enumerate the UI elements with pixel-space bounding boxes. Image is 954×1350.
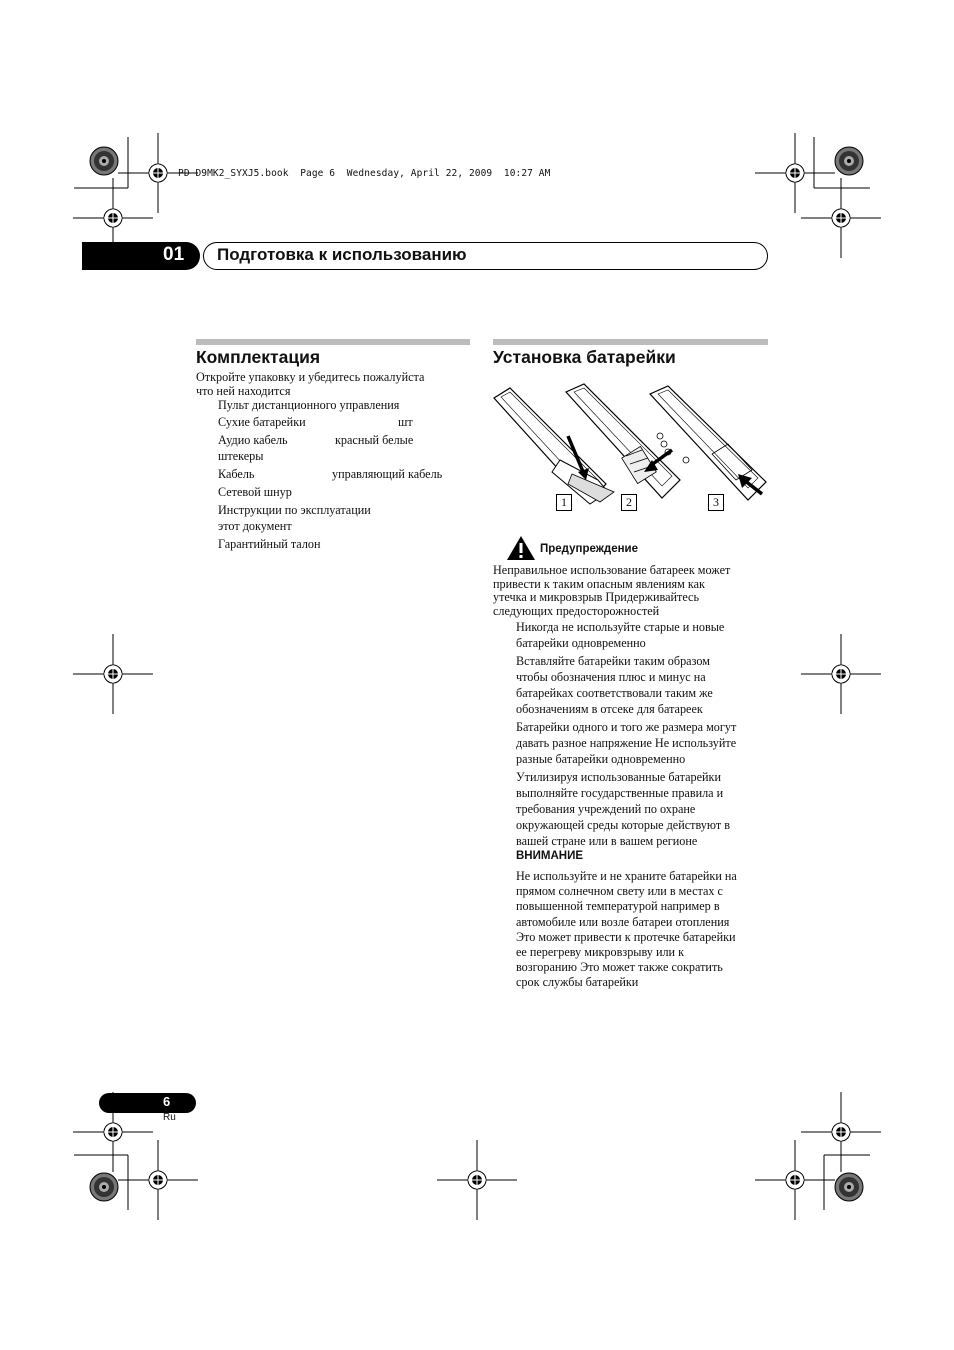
contents-intro	[196, 371, 424, 398]
item-line: вашей стране или в вашем регионе	[516, 834, 698, 848]
item-text: Кабель	[218, 467, 255, 481]
caution-line: возгоранию Это может также сократить	[516, 960, 723, 975]
caution-line: прямом солнечном свету или в местах с	[516, 884, 723, 899]
warning-intro-line: следующих предосторожностей	[493, 603, 660, 618]
item-text: этот документ	[218, 519, 292, 533]
list-item	[218, 466, 468, 484]
list-item	[218, 414, 468, 432]
item-text: Сетевой шнур	[218, 485, 292, 499]
item-text: Инструкции по эксплуатации	[218, 503, 371, 517]
list-item	[218, 502, 468, 518]
list-item	[218, 397, 468, 414]
book-header: PD-D9MK2_SYXJ5.book Page 6 Wednesday, April 22, 2009 10:27 AM	[178, 168, 551, 179]
item-text: Гарантийный талон	[218, 537, 321, 551]
caution-title: ВНИМАНИЕ	[516, 850, 584, 862]
warning-title: Предупреждение	[540, 543, 638, 555]
warning-icon	[506, 535, 536, 561]
contents-section-bar	[196, 339, 470, 345]
battery-section-bar	[493, 339, 768, 345]
battery-title: Установка батарейки	[493, 347, 676, 367]
list-item	[218, 448, 468, 466]
caution-line: автомобиле или возле батареи отопления	[516, 914, 730, 929]
item-text: Пульт дистанционного управления	[218, 398, 400, 412]
item-line: давать разное напряжение Не используйте	[516, 736, 737, 750]
item-extra: шт	[398, 415, 413, 429]
item-text: Аудио кабель	[218, 433, 288, 447]
list-item	[516, 719, 770, 767]
item-line: окружающей среды которые действуют в	[516, 818, 730, 832]
page-language: Ru	[163, 1112, 176, 1123]
contents-title: Комплектация	[196, 347, 321, 367]
step-label-1: 1	[556, 494, 572, 511]
warning-list	[516, 619, 770, 849]
caution-line: Не используйте и не храните батарейки на	[516, 869, 737, 883]
page-badge	[99, 1093, 196, 1113]
list-item	[516, 619, 770, 651]
list-item	[218, 484, 468, 502]
contents-intro-line: что ней находится	[196, 383, 291, 398]
item-line: требования учреждений по охране	[516, 802, 696, 816]
item-extra: управляющий кабель	[332, 467, 443, 481]
item-line: обозначениям в отсеке для батареек	[516, 702, 703, 716]
step-label-2: 2	[621, 494, 637, 511]
list-item	[218, 536, 468, 554]
item-extra: красный белые	[335, 433, 414, 447]
item-line: чтобы обозначения плюс и минус на	[516, 670, 706, 684]
warning-intro	[493, 564, 730, 618]
caution-line: ее перегреву микровзрыву или к	[516, 945, 685, 960]
chapter-title: Подготовка к использованию	[217, 245, 467, 264]
list-item	[516, 653, 770, 717]
caution-text	[516, 869, 770, 991]
warning-intro-line: утечка и микровзрыв Придерживайтесь	[493, 590, 700, 604]
warning-intro-line: Неправильное использование батареек может	[493, 563, 731, 577]
list-item	[218, 518, 468, 536]
item-line: Батарейки одного и того же размера могут	[516, 720, 737, 734]
item-line: батарейках соответствовали таким же	[516, 686, 713, 700]
list-item	[516, 769, 770, 849]
caution-line: срок службы батарейки	[516, 975, 639, 990]
chapter-number: 01	[163, 244, 185, 265]
item-text: штекеры	[218, 449, 264, 463]
caution-line: Это может привести к протечке батарейки	[516, 929, 736, 944]
contents-list	[218, 397, 468, 554]
item-line: Утилизируя использованные батарейки	[516, 770, 721, 784]
step-label-3: 3	[708, 494, 724, 511]
warning-intro-line: привести к таким опасным явлениям как	[493, 576, 705, 591]
item-line: выполняйте государственные правила и	[516, 786, 724, 800]
item-line: Вставляйте батарейки таким образом	[516, 654, 710, 668]
contents-intro-line: Откройте упаковку и убедитесь пожалуйста	[196, 370, 425, 384]
item-line: Никогда не используйте старые и новые	[516, 620, 725, 634]
caution-line: повышенной температурой например в	[516, 899, 720, 914]
list-item	[218, 432, 468, 448]
page-number: 6	[163, 1094, 171, 1109]
item-line: батарейки одновременно	[516, 636, 646, 650]
item-text: Сухие батарейки	[218, 415, 306, 429]
item-line: разные батарейки одновременно	[516, 752, 686, 766]
